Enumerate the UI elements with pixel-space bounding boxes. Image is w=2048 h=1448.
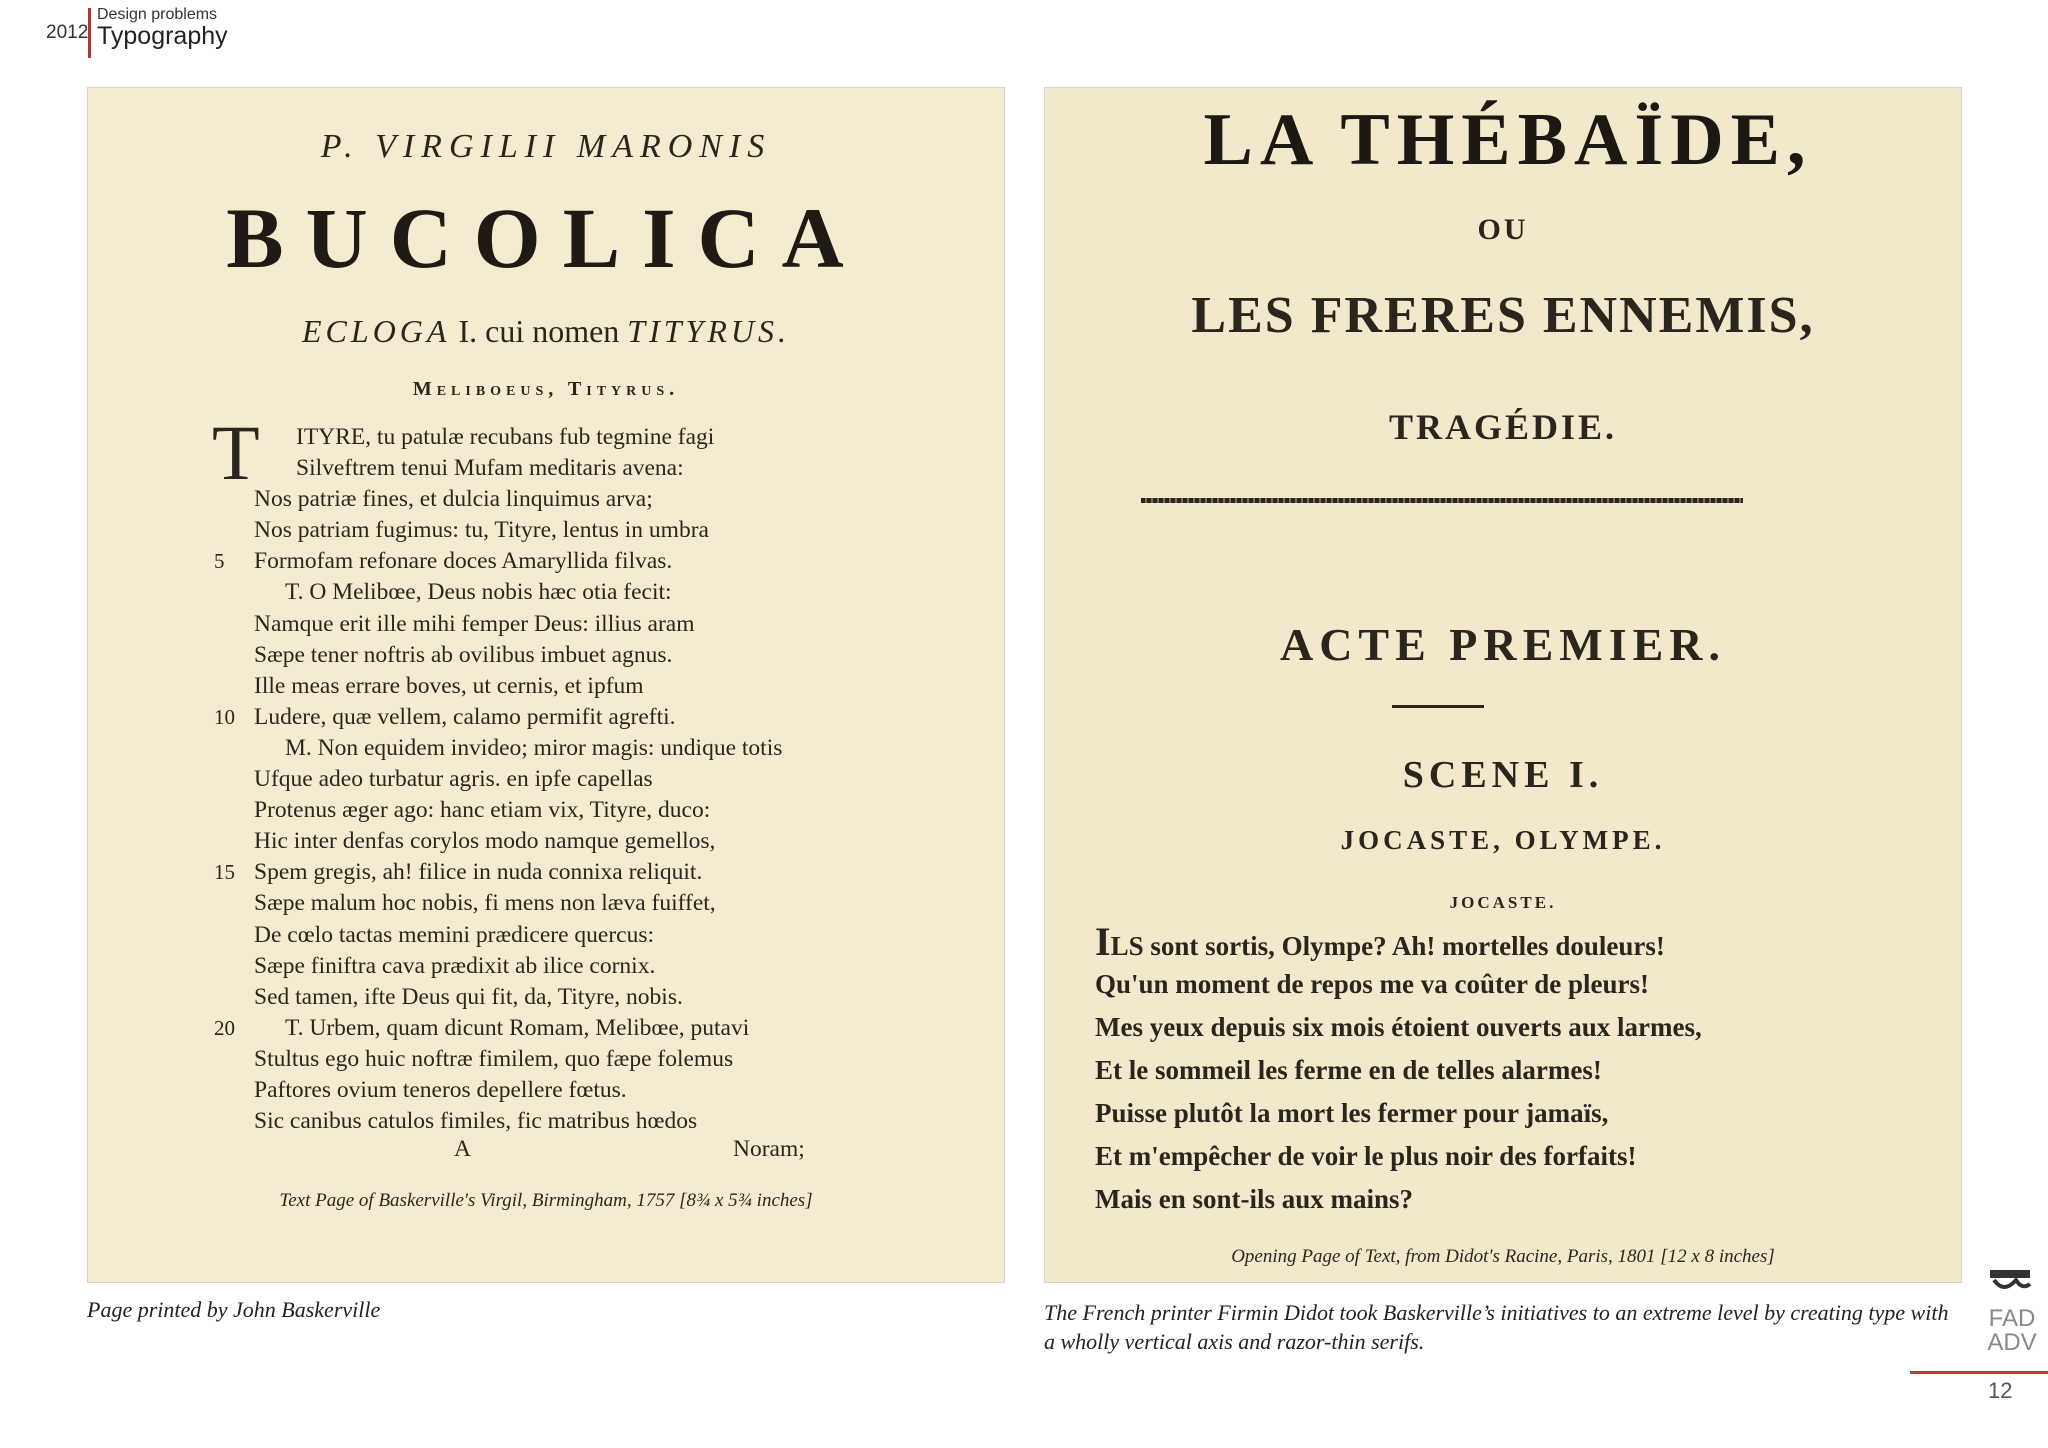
header-divider: [88, 8, 91, 58]
logo-text-fad: FAD: [1988, 1305, 2036, 1332]
header-section: Design problems: [97, 6, 218, 23]
verse-text: Sæpe tener noftris ab ovilibus imbuet agnus.: [254, 641, 673, 668]
verse-line: [214, 888, 782, 919]
line-number: 20: [214, 1015, 235, 1040]
verse-line: [214, 951, 782, 982]
verse-line: [214, 484, 782, 515]
verse-text: Ille meas errare boves, ut cernis, et ipfum: [254, 672, 644, 699]
verse-text: Hic inter denfas corylos modo namque gemellos,: [254, 828, 716, 855]
didot-ou: OU: [1477, 213, 1529, 246]
baskerville-image-caption: Text Page of Baskerville's Virgil, Birmingham, 1757 [8¾ x 5¾ inches]: [279, 1190, 813, 1211]
signature-mark: A: [454, 1136, 471, 1162]
verse-text: Paftores ovium teneros depellere fœtus.: [254, 1076, 627, 1103]
verse-line: [214, 733, 782, 764]
verse-line: [214, 515, 782, 546]
verse-line: [214, 1075, 782, 1106]
line-number: 5: [214, 549, 225, 574]
didot-verse-line: [1095, 1092, 1702, 1135]
ecloga-heading: [88, 313, 1004, 350]
didot-verse-text: Mes yeux depuis six mois étoient ouverts aux larmes,: [1095, 1012, 1702, 1042]
right-caption: The French printer Firmin Didot took Baskerville’s initiatives to an extreme level by creating type with a wholly vertical axis and razor-thin serifs.: [1044, 1300, 1949, 1354]
verse-text: Spem gregis, ah! filice in nuda connixa reliquit.: [254, 859, 703, 886]
verse-text: Stultus ego huic noftræ fimilem, quo fæpe folemus: [254, 1045, 734, 1072]
page-number-rule: [1910, 1371, 2048, 1374]
baskerville-page-image: [87, 87, 1005, 1283]
header-title: Typography: [97, 22, 228, 50]
didot-verse-line: [1095, 920, 1702, 963]
didot-page-image: [1044, 87, 1962, 1283]
verse-line: [214, 671, 782, 702]
verse-text: T. O Melibœe, Deus nobis hæc otia fecit:: [285, 579, 672, 606]
verse-text: Sic canibus catulos fimiles, fic matribus hœdos: [254, 1108, 698, 1135]
initial-letter: I: [1095, 919, 1111, 964]
verse-line: [214, 640, 782, 671]
verse-text: Ludere, quæ vellem, calamo permifit agrefti.: [254, 703, 676, 730]
verse-text: Sæpe malum hoc nobis, fi mens non læva fuiffet,: [254, 890, 716, 917]
didot-verse-text: Qu'un moment de repos me va coûter de pleurs!: [1095, 969, 1649, 999]
verse-line: [214, 795, 782, 826]
verse-line: [214, 702, 782, 733]
verse-line: [214, 764, 782, 795]
act-heading: ACTE PREMIER.: [1279, 619, 1727, 670]
line-number: 10: [214, 704, 235, 729]
didot-verse-block: [1095, 920, 1702, 1221]
line-number: 15: [214, 860, 235, 885]
short-rule: [1392, 705, 1484, 708]
didot-verse-line: [1095, 1178, 1702, 1221]
author-line: P. VIRGILII MARONIS: [320, 128, 772, 165]
verse-line: [214, 920, 782, 951]
speakers-line: Meliboeus, Tityrus.: [412, 378, 680, 400]
left-caption: Page printed by John Baskerville: [87, 1297, 381, 1322]
verse-text: Sæpe finiftra cava prædixit ab ilice cornix.: [254, 952, 656, 979]
verse-text: De cœlo tactas memini prædicere quercus:: [254, 921, 655, 948]
fad-adv-logo: [1984, 1266, 2040, 1356]
didot-genre: TRAGÉDIE.: [1388, 407, 1618, 447]
didot-verse-text: Et le sommeil les ferme en de telles alarmes!: [1095, 1055, 1602, 1085]
ecloga-label: ECLOGA: [302, 313, 451, 349]
verse-text: Nos patriæ fines, et dulcia linquimus arva;: [254, 486, 653, 513]
verse-text: T. Urbem, quam dicunt Romam, Melibœe, putavi: [285, 1014, 750, 1041]
verse-block: [214, 422, 782, 1137]
verse-line: [214, 546, 782, 577]
verse-line: [214, 1044, 782, 1075]
scene-heading: SCENE I.: [1402, 754, 1604, 796]
verse-text: Formofam refonare doces Amaryllida filvas.: [254, 548, 673, 575]
didot-verse-line: [1095, 1006, 1702, 1049]
verse-line: [214, 453, 782, 484]
verse-line: [214, 1106, 782, 1137]
book-title: BUCOLICA: [226, 190, 866, 286]
verse-line: [214, 1013, 782, 1044]
verse-text: M. Non equidem invideo; miror magis: undique totis: [285, 734, 783, 761]
verse-text: Silveftrem tenui Mufam meditaris avena:: [296, 455, 684, 482]
drop-cap: T: [212, 409, 260, 496]
verse-line: [214, 577, 782, 608]
didot-title: LA THÉBAÏDE,: [1203, 99, 1813, 181]
verse-line: [214, 609, 782, 640]
didot-verse-line: [1095, 1135, 1702, 1178]
logo-text-adv: ADV: [1987, 1329, 2037, 1356]
verse-line: [214, 422, 782, 453]
ecloga-rest: I. cui nomen: [450, 313, 628, 349]
verse-text: Ufque adeo turbatur agris. en ipfe capellas: [254, 766, 653, 793]
catchword: Noram;: [733, 1136, 805, 1162]
verse-text: Nos patriam fugimus: tu, Tityre, lentus in umbra: [254, 517, 709, 544]
speaker-name: JOCASTE.: [1449, 893, 1557, 912]
verse-line: [214, 982, 782, 1013]
didot-verse-text: Mais en sont-ils aux mains?: [1095, 1184, 1414, 1214]
ornamental-rule: [1141, 498, 1743, 503]
ecloga-name: TITYRUS.: [627, 313, 790, 349]
header-year: 2012: [46, 22, 89, 43]
didot-verse-text: Et m'empêcher de voir le plus noir des forfaits!: [1095, 1141, 1637, 1171]
verse-line: [214, 826, 782, 857]
verse-text: Sed tamen, ifte Deus qui fit, da, Tityre, nobis.: [254, 983, 683, 1010]
verse-line: [214, 857, 782, 888]
didot-verse-text: Puisse plutôt la mort les fermer pour jamaïs,: [1095, 1098, 1609, 1128]
didot-verse-line: [1095, 963, 1702, 1006]
didot-verse-line: [1095, 1049, 1702, 1092]
didot-subtitle: LES FRERES ENNEMIS,: [1191, 287, 1815, 344]
didot-verse-text: LS sont sortis, Olympe? Ah! mortelles douleurs!: [1110, 931, 1665, 961]
verse-text: Namque erit ille mihi femper Deus: illius aram: [254, 610, 695, 637]
verse-text: Protenus æger ago: hanc etiam vix, Tityre, duco:: [254, 797, 711, 824]
characters-line: JOCASTE, OLYMPE.: [1340, 825, 1666, 855]
page-number: 12: [1988, 1378, 2013, 1403]
verse-text: ITYRE, tu patulæ recubans fub tegmine fagi: [296, 424, 715, 450]
didot-image-caption: Opening Page of Text, from Didot's Racine, Paris, 1801 [12 x 8 inches]: [1231, 1246, 1775, 1267]
